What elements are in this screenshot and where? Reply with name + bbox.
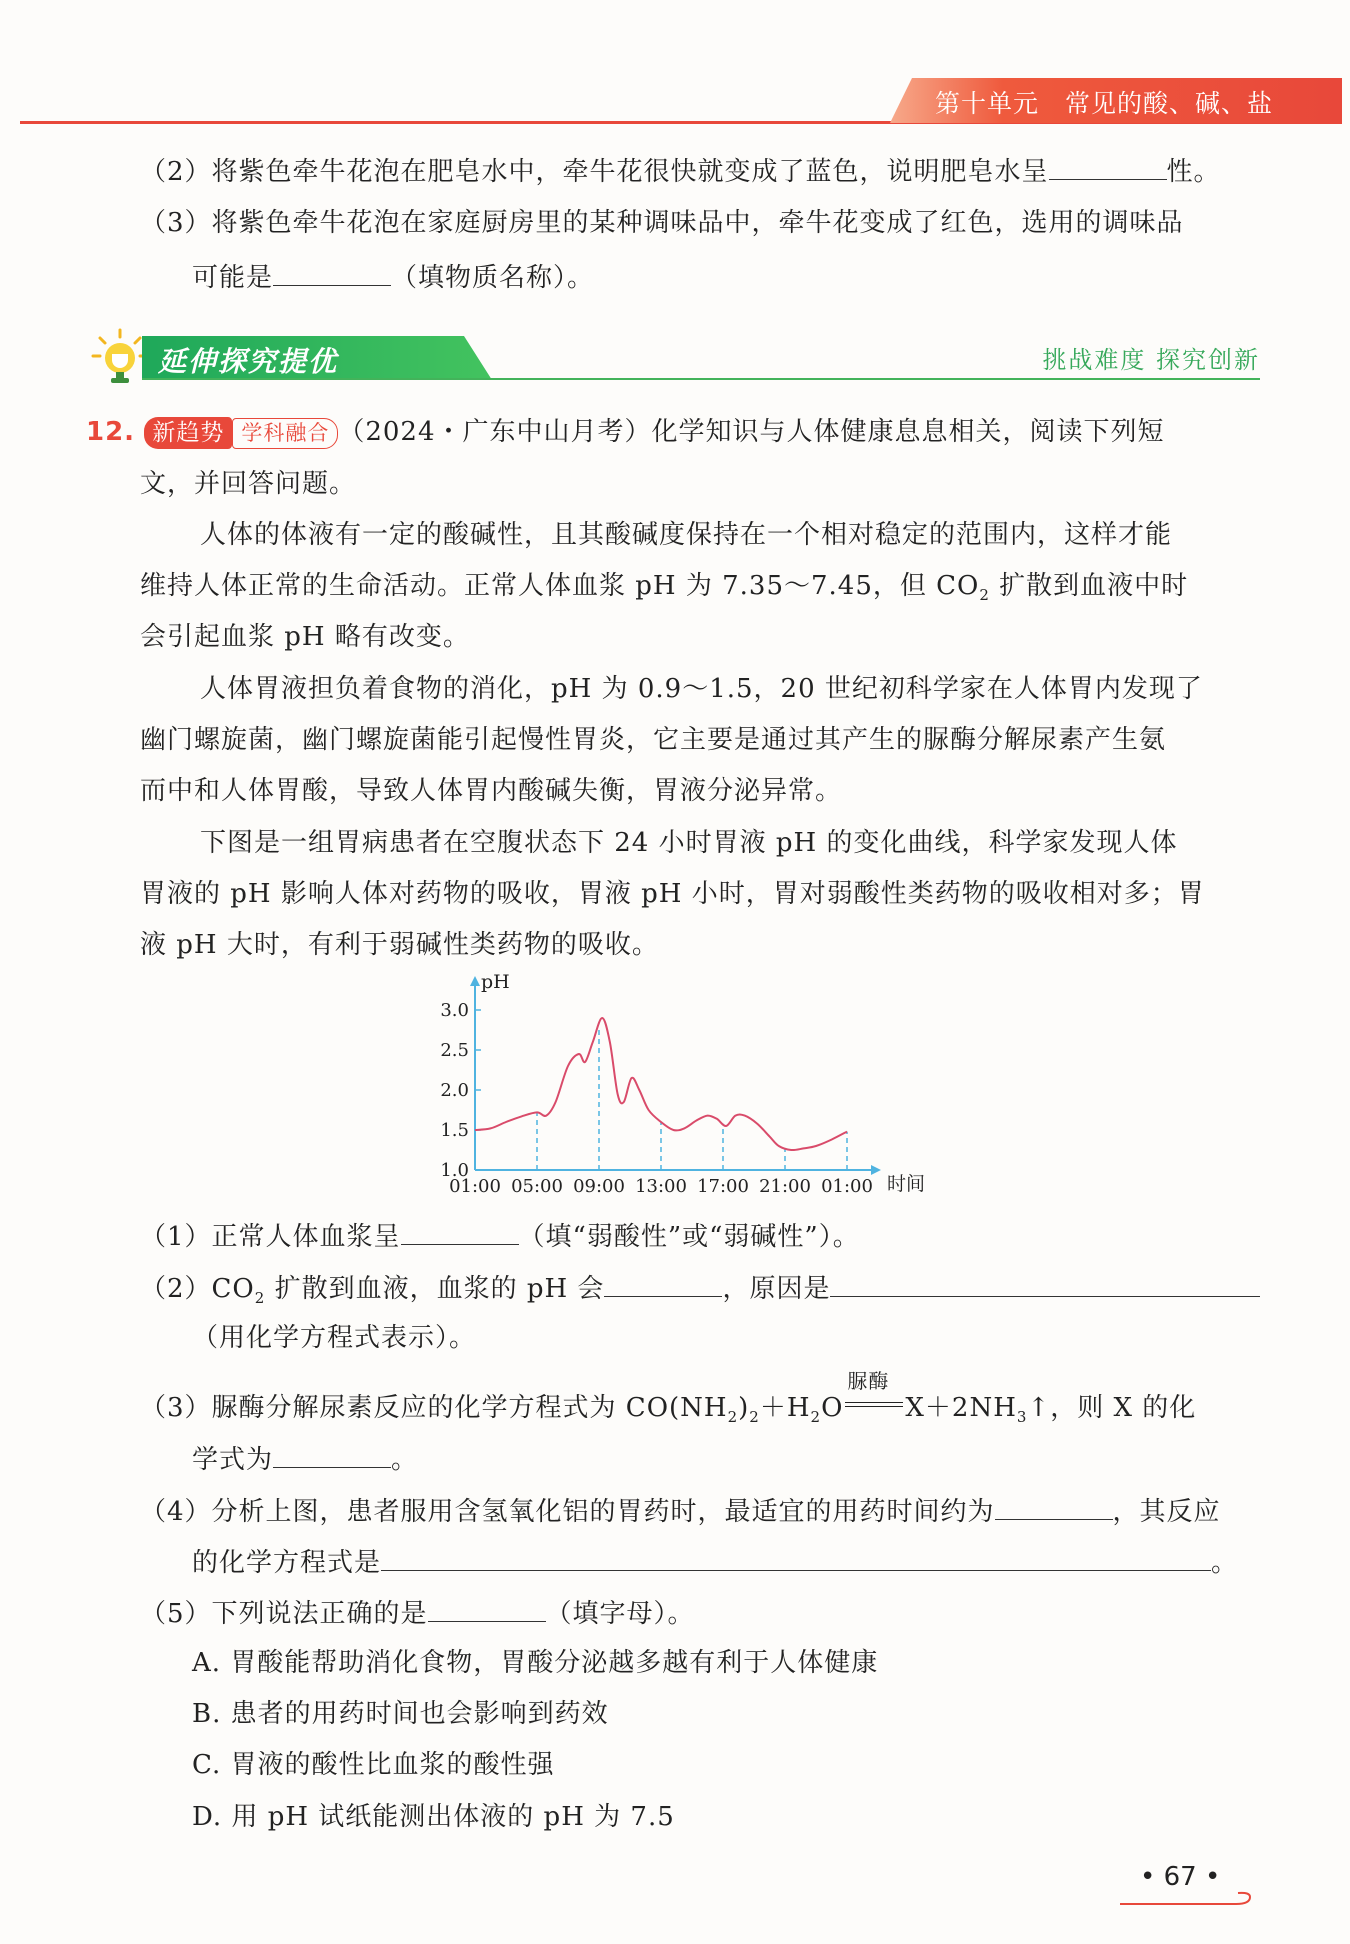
a3-line2-text: 学式为 — [192, 1445, 274, 1475]
a2-text: （2）CO — [140, 1274, 255, 1304]
intro-text: （2024・广东中山月考）化学知识与人体健康息息相关，阅读下列短 — [338, 417, 1165, 447]
trend-badge: 新趋势 — [144, 417, 232, 449]
y-tick-label: 1.5 — [440, 1120, 469, 1141]
q3-text: 可能是 — [192, 263, 274, 293]
paragraph2-line3: 而中和人体胃酸，导致人体胃内酸碱失衡，胃液分泌异常。 — [140, 776, 843, 806]
q3-tail: （填物质名称）。 — [391, 263, 595, 293]
section-title: 延伸探究提优 — [158, 345, 339, 378]
x-tick-label: 09:00 — [573, 1176, 625, 1197]
a1-tail: （填“弱酸性”或“弱碱性”）。 — [518, 1222, 860, 1252]
p1-line2-tail: 扩散到血液中时 — [989, 571, 1189, 601]
paragraph2-line2: 幽门螺旋菌，幽门螺旋菌能引起慢性胃炎，它主要是通过其产生的脲酶分解尿素产生氨 — [140, 725, 1167, 755]
answer-blank[interactable] — [381, 1544, 1211, 1571]
section-subtitle: 挑战难度 探究创新 — [1042, 346, 1260, 374]
answer3-line — [140, 1369, 1197, 1434]
a3-text-c: ＋H — [759, 1393, 811, 1423]
x-axis-label: 时间 — [887, 1173, 926, 1195]
a4-tail: ，其反应 — [1112, 1497, 1221, 1527]
subscript: 2 — [810, 1408, 822, 1427]
y-tick-label: 3.0 — [440, 1000, 469, 1021]
unit-title: 第十单元 常见的酸、碱、盐 — [935, 89, 1274, 118]
a4-line2-text: 的化学方程式是 — [192, 1548, 382, 1578]
x-tick-label: 05:00 — [511, 1176, 563, 1197]
paragraph3-line1: 下图是一组胃病患者在空腹状态下 24 小时胃液 pH 的变化曲线，科学家发现人体 — [200, 828, 1178, 858]
answer-blank[interactable] — [1049, 153, 1167, 180]
a3-line2-tail: 。 — [391, 1445, 419, 1475]
x-tick-label: 13:00 — [635, 1176, 687, 1197]
paragraph1-line3: 会引起血浆 pH 略有改变。 — [140, 622, 470, 652]
y-tick-label: 2.5 — [440, 1040, 469, 1061]
paragraph2-line1: 人体胃液担负着食物的消化，pH 为 0.9～1.5，20 世纪初科学家在人体胃内发现了 — [200, 674, 1203, 704]
subscript: 2 — [979, 586, 990, 605]
option-d[interactable]: D. 用 pH 试纸能测出体液的 pH 为 7.5 — [192, 1802, 675, 1832]
subject-badge: 学科融合 — [232, 418, 338, 449]
answer4-line2 — [192, 1544, 1238, 1580]
y-axis-label: pH — [481, 971, 510, 993]
a4-line2-tail: 。 — [1211, 1548, 1239, 1578]
subscript: 2 — [727, 1408, 739, 1427]
q2-text: （2）将紫色牵牛花泡在肥皂水中，牵牛花很快就变成了蓝色，说明肥皂水呈 — [140, 157, 1049, 187]
page-number: • 67 • — [1140, 1862, 1221, 1892]
a2-text-b: 扩散到血液，血浆的 pH 会 — [265, 1274, 605, 1304]
answer-blank[interactable] — [604, 1270, 722, 1297]
subscript: 2 — [254, 1289, 266, 1308]
paragraph3-line2: 胃液的 pH 影响人体对药物的吸收，胃液 pH 小时，胃对弱酸性类药物的吸收相对多；胃 — [140, 879, 1205, 909]
answer-blank[interactable] — [273, 259, 391, 286]
x-axis-arrow — [871, 1165, 881, 1175]
a2-text-c: ，原因是 — [722, 1274, 831, 1304]
paragraph1-line1: 人体的体液有一定的酸碱性，且其酸碱度保持在一个相对稳定的范围内，这样才能 — [200, 520, 1173, 550]
a3-text-e: X＋2NH — [905, 1393, 1017, 1423]
answer-blank[interactable] — [273, 1441, 391, 1468]
a3-text-d: O — [821, 1393, 844, 1423]
y-axis-arrow — [470, 976, 480, 986]
answer5-line — [140, 1595, 695, 1631]
a5-text: （5）下列说法正确的是 — [140, 1599, 428, 1629]
paragraph1-line2 — [140, 569, 1188, 612]
section-rule — [142, 378, 1260, 380]
question-number: 12. — [86, 417, 136, 447]
answer-blank[interactable] — [401, 1218, 519, 1245]
reaction-arrow — [843, 1369, 905, 1416]
q12-intro-line1 — [86, 415, 1165, 449]
a4-text: （4）分析上图，患者服用含氢氧化铝的胃药时，最适宜的用药时间约为 — [140, 1497, 995, 1527]
x-tick-label: 01:00 — [449, 1176, 501, 1197]
answer2-line — [140, 1270, 1260, 1315]
answer-blank[interactable] — [995, 1493, 1113, 1520]
equals-sign — [845, 1402, 903, 1407]
answer2-line2: （用化学方程式表示）。 — [192, 1323, 477, 1353]
catalyst-label: 脲酶 — [847, 1369, 890, 1393]
page-swoosh-icon — [1118, 1890, 1258, 1914]
q3-line2 — [192, 259, 594, 295]
a1-text: （1）正常人体血浆呈 — [140, 1222, 401, 1252]
section-banner — [90, 336, 1260, 380]
answer-blank[interactable] — [428, 1595, 546, 1622]
answer-blank[interactable] — [830, 1270, 1260, 1297]
q12-intro-line2: 文，并回答问题。 — [140, 469, 357, 499]
option-c[interactable]: C. 胃液的酸性比血浆的酸性强 — [192, 1750, 555, 1780]
answer4-line — [140, 1493, 1221, 1529]
option-a[interactable]: A. 胃酸能帮助消化食物，胃酸分泌越多越有利于人体健康 — [192, 1648, 879, 1678]
x-tick-label: 21:00 — [759, 1176, 811, 1197]
a5-tail: （填字母）。 — [545, 1599, 695, 1629]
paragraph3-line3: 液 pH 大时，有利于弱碱性类药物的吸收。 — [140, 930, 659, 960]
a3-text-b: ) — [738, 1393, 750, 1423]
x-tick-label: 01:00 — [821, 1176, 873, 1197]
q2-tail: 性。 — [1166, 157, 1221, 187]
a3-text-f: ↑，则 X 的化 — [1027, 1393, 1197, 1423]
gastric-ph-chart — [430, 970, 926, 1210]
x-tick-label: 17:00 — [697, 1176, 749, 1197]
option-b[interactable]: B. 患者的用药时间也会影响到药效 — [192, 1699, 609, 1729]
y-tick-label: 2.0 — [440, 1080, 469, 1101]
p1-line2-text: 维持人体正常的生命活动。正常人体血浆 pH 为 7.35～7.45，但 CO — [140, 571, 980, 601]
q2-line — [140, 153, 1221, 189]
a3-text: （3）脲酶分解尿素反应的化学方程式为 CO(NH — [140, 1393, 728, 1423]
subscript: 3 — [1016, 1408, 1028, 1427]
y-tick-label: 1.0 — [440, 1160, 469, 1181]
lightbulb-trophy-icon — [90, 328, 150, 388]
answer3-line2 — [192, 1441, 418, 1477]
subscript: 2 — [749, 1408, 760, 1427]
answer1-line — [140, 1218, 860, 1254]
q3-line1: （3）将紫色牵牛花泡在家庭厨房里的某种调味品中，牵牛花变成了红色，选用的调味品 — [140, 208, 1184, 238]
